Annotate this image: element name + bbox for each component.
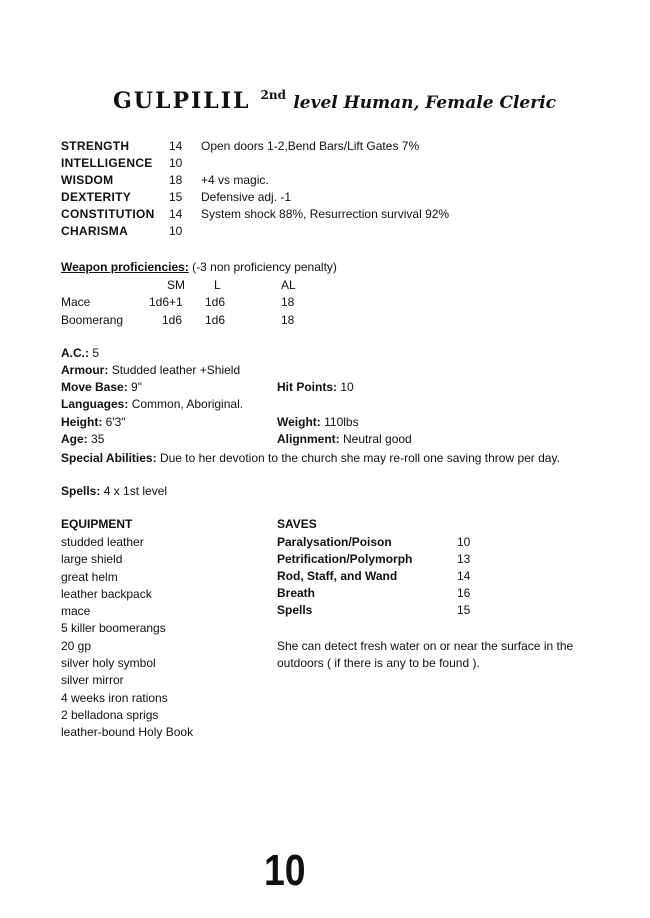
age-value: 35 [91,432,105,446]
alignment-line [277,432,412,446]
save-name: Spells [277,603,313,617]
armour-line [61,363,240,377]
languages-label: Languages: [61,397,129,411]
character-level: 2nd [260,88,286,102]
page-title [113,88,556,114]
stat-name: WISDOM [61,173,114,187]
move-label: Move Base: [61,380,128,394]
special-abilities-label: Special Abilities: [61,451,157,465]
weight-value: 110lbs [324,415,359,429]
weapon-damage-sm: 1d6 [162,313,183,327]
stat-note: Defensive adj. -1 [201,190,292,204]
age-label: Age: [61,432,88,446]
ac-label: A.C.: [61,346,89,360]
stat-note: Open doors 1-2,Bend Bars/Lift Gates 7% [201,139,420,153]
height-label: Height: [61,415,103,429]
stat-name: INTELLIGENCE [61,156,153,170]
save-value: 16 [457,586,471,600]
list-item: large shield [61,552,123,567]
stat-value: 14 [169,139,183,153]
column-header-al: AL [281,278,296,292]
save-value: 10 [457,535,471,549]
height-value: 6'3" [105,415,126,429]
list-item: 4 weeks iron rations [61,690,168,705]
save-name: Paralysation/Poison [277,535,392,549]
stat-value: 10 [169,224,183,238]
list-item: mace [61,604,91,619]
list-item: great helm [61,569,118,584]
equipment-list [61,534,193,742]
column-header-sm: SM [167,278,185,292]
saves-heading: SAVES [277,517,317,531]
alignment-label: Alignment: [277,432,340,446]
proficiencies-heading [61,260,337,274]
armour-class-line [61,346,99,360]
hit-points-line [277,380,354,394]
weapon-name: Mace [61,295,91,309]
save-row [277,603,312,620]
weapon-damage-l: 1d6 [205,313,226,327]
alignment-value: Neutral good [343,432,412,446]
stat-name: STRENGTH [61,139,130,153]
save-row [277,586,315,603]
equipment-heading: EQUIPMENT [61,517,133,531]
save-name: Rod, Staff, and Wand [277,569,398,583]
stat-name: CONSTITUTION [61,207,155,221]
weapon-damage-l: 1d6 [205,295,226,309]
column-header-l: L [214,278,221,292]
page-number: 10 [264,846,306,895]
save-name: Petrification/Polymorph [277,552,413,566]
spells-line [61,484,167,498]
stat-value: 18 [169,173,183,187]
stat-name: CHARISMA [61,224,129,238]
list-item: 5 killer boomerangs [61,621,166,636]
stat-value: 14 [169,207,183,221]
stat-value: 15 [169,190,183,204]
weapon-adjusted-level: 18 [281,295,295,309]
list-item: studded leather [61,535,144,549]
hit-points-label: Hit Points: [277,380,337,394]
weapon-adjusted-level: 18 [281,313,295,327]
ac-value: 5 [92,346,100,360]
weapon-damage-sm: 1d6+1 [149,295,183,309]
proficiencies-label: Weapon proficiencies: [61,260,189,274]
list-item: silver mirror [61,673,124,688]
weight-label: Weight: [277,415,321,429]
special-abilities [61,450,596,467]
list-item: leather backpack [61,586,152,601]
stat-name: DEXTERITY [61,190,132,204]
spells-label: Spells: [61,484,101,498]
weapon-name: Boomerang [61,313,124,327]
height-line [61,415,126,429]
list-item: 20 gp [61,638,92,653]
weight-line [277,415,359,429]
save-value: 14 [457,569,471,583]
list-item: 2 belladona sprigs [61,707,159,722]
save-value: 13 [457,552,471,566]
move-value: 9" [131,380,142,394]
armour-value: Studded leather +Shield [111,363,241,377]
languages-line [61,397,243,411]
hit-points-value: 10 [340,380,354,394]
save-value: 15 [457,603,471,617]
age-line [61,432,104,446]
character-name: GULPILIL [113,88,251,114]
list-item: leather-bound Holy Book [61,725,194,740]
save-row [277,569,397,586]
spells-value: 4 x 1st level [103,484,168,498]
move-line [61,380,142,394]
stat-note: System shock 88%, Resurrection survival 92% [201,207,450,221]
stat-value: 10 [169,156,183,170]
save-row [277,552,412,569]
special-abilities-value: Due to her devotion to the church she may re-roll one saving throw per day. [159,451,560,465]
save-name: Breath [277,586,316,600]
save-row [277,535,392,552]
water-detection-note: She can detect fresh water on or near the surface in the outdoors ( if there is any to be found ). [277,639,574,670]
languages-value: Common, Aboriginal. [131,397,244,411]
list-item: silver holy symbol [61,656,156,671]
armour-label: Armour: [61,363,109,377]
proficiencies-note: (-3 non proficiency penalty) [192,260,337,274]
stat-note: +4 vs magic. [201,173,269,187]
character-description: level Human, Female Cleric [293,93,557,113]
